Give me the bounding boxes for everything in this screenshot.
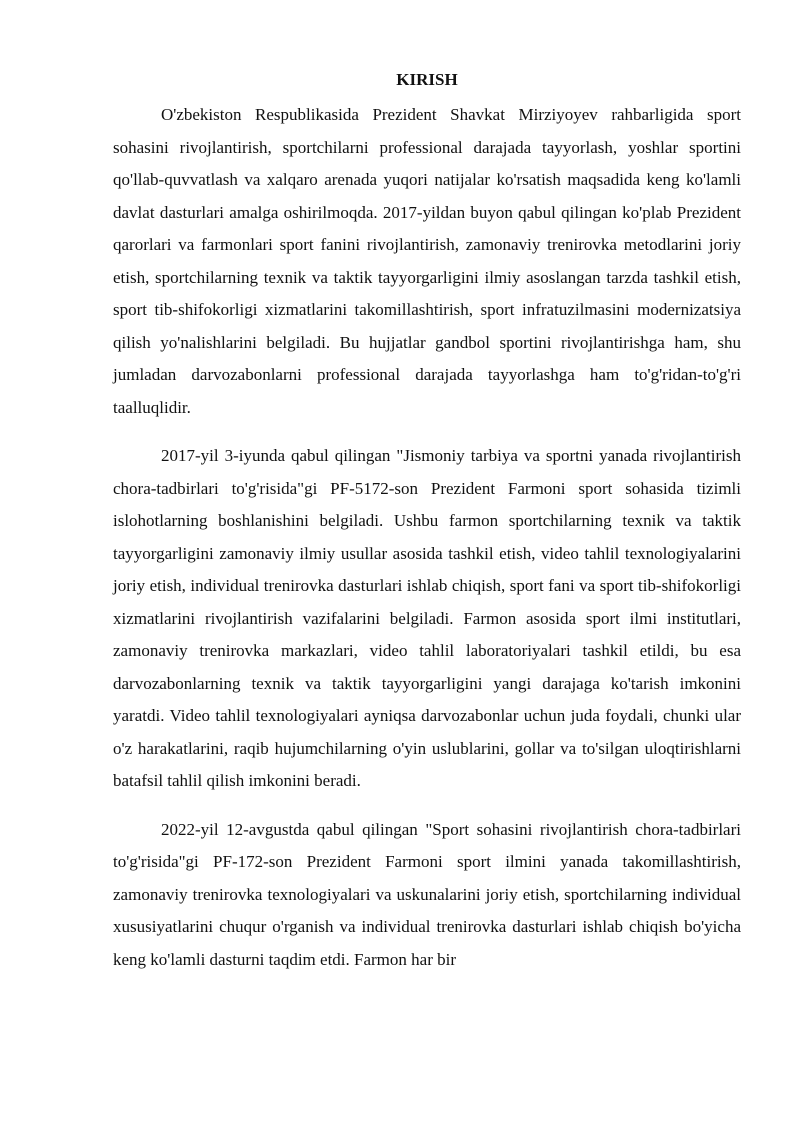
section-heading: KIRISH — [396, 70, 458, 89]
paragraph-3: 2022-yil 12-avgustda qabul qilingan "Sport sohasini rivojlantirish chora-tadbirlari to'g'risida"gi PF-172-son Prezident Farmoni sport ilmini yanada takomillashtirish, zamonaviy trenirovka texnologiyalari va uskunalarini joriy etish, sportchilarning individual xususiyatlarini chuqur o'rganish va individual trenirovka dasturlari ishlab chiqish bo'yicha keng ko'lamli dasturni taqdim etdi. Farmon har bir — [113, 819, 741, 969]
paragraph-2: 2017-yil 3-iyunda qabul qilingan "Jismoniy tarbiya va sportni yanada rivojlantirish chora-tadbirlari to'g'risida"gi PF-5172-son Prezident Farmoni sport sohasida tizimli islohotlarning boshlanishini belgiladi. Ushbu farmon sportchilarning texnik va taktik tayyorgarligini zamonaviy ilmiy usullar asosida tashkil etish, video tahlil texnologiyalarini joriy etish, individual trenirovka dasturlari ishlab chiqish, sport fani va sport tib-shifokorligi xizmatlarini rivojlantirish vazifalarini belgiladi. Farmon asosida sport ilmi institutlari, zamonaviy trenirovka markazlari, video tahlil laboratoriyalari tashkil etildi, bu esa darvozabonlarning texnik va taktik tayyorgarligini yangi darajaga ko'tarish imkonini yaratdi. Video tahlil texnologiyalari ayniqsa darvozabonlar uchun juda foydali, chunki ular o'z harakatlarini, raqib hujumchilarning o'yin uslublarini, gollar va to'silgan uloqtirishlarni batafsil tahlil qilish imkonini beradi. — [113, 446, 741, 790]
paragraph-1: O'zbekiston Respublikasida Prezident Shavkat Mirziyoyev rahbarligida sport sohasini rivojlantirish, sportchilarni professional darajada tayyorlash, yoshlar sportini qo'llab-quvvatlash va xalqaro arenada yuqori natijalar ko'rsatish maqsadida keng ko'lamli davlat dasturlari amalga oshirilmoqda. 2017-yildan buyon qabul qilingan ko'plab Prezident qarorlari va farmonlari sport fanini rivojlantirish, zamonaviy trenirovka metodlarini joriy etish, sportchilarning texnik va taktik tayyorgarligini ilmiy asoslangan tarzda tashkil etish, sport tib-shifokorligi xizmatlarini takomillashtirish, sport infratuzilmasini modernizatsiya qilish yo'nalishlarini belgiladi. Bu hujjatlar gandbol sportini rivojlantirishga ham, shu jumladan darvozabonlarni professional darajada tayyorlashga ham to'g'ridan-to'g'ri taalluqlidir. — [113, 105, 741, 417]
document-page — [113, 68, 741, 992]
